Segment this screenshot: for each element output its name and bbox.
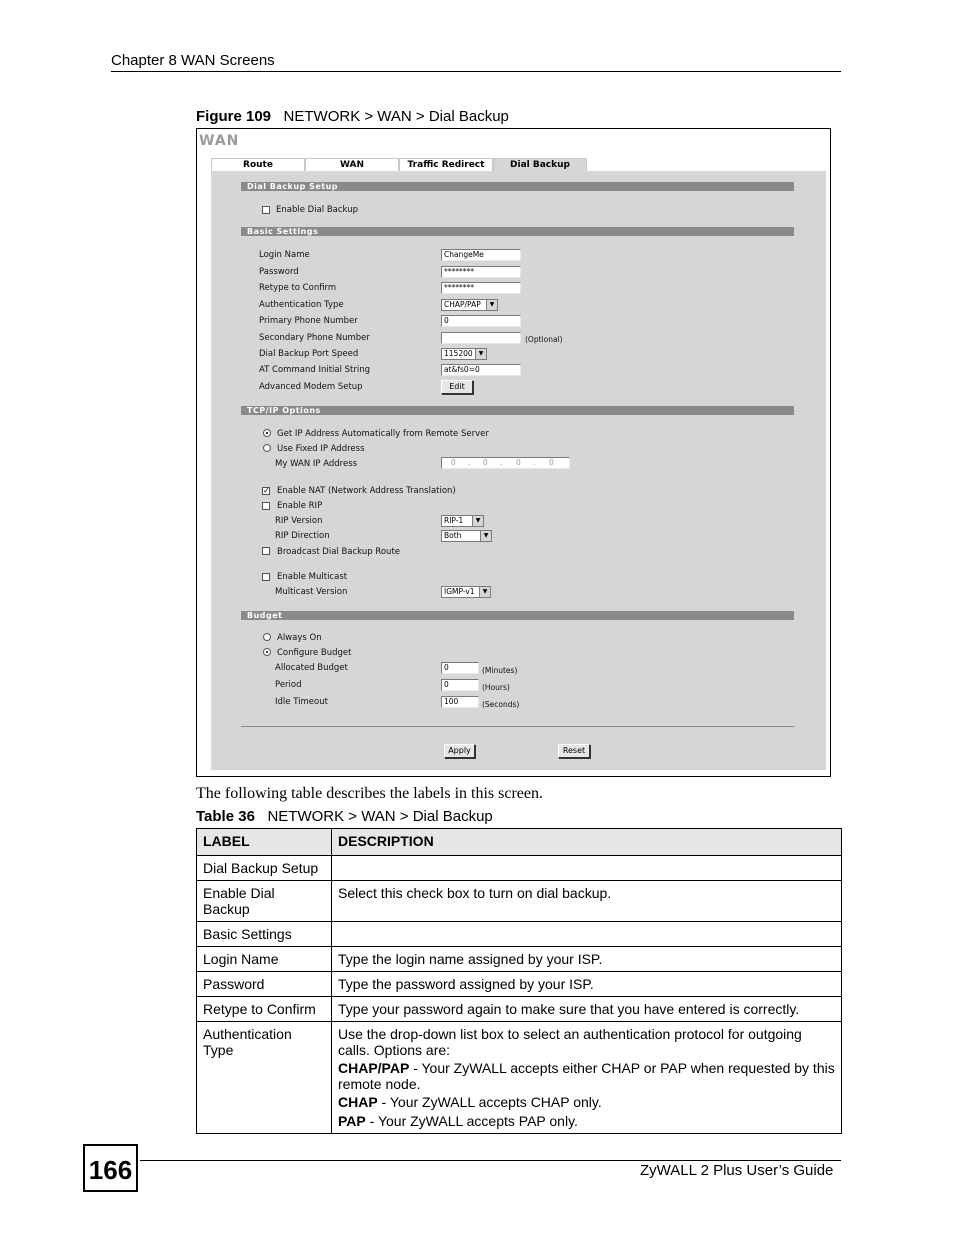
enable-rip-checkbox[interactable] [262,502,270,510]
primary-phone-input[interactable]: 0 [441,315,521,327]
header-rule [111,71,841,72]
enable-multicast-checkbox[interactable] [262,573,270,581]
reset-button[interactable]: Reset [558,744,590,758]
ip-dot: . [500,458,503,467]
use-fixed-ip-radio[interactable] [263,444,271,452]
section-tcpip-options: TCP/IP Options [241,406,794,415]
term-desc: - Your ZyWALL accepts CHAP only. [377,1094,602,1110]
ip-octet-4: 0 [549,458,554,467]
row-desc: Select this check box to turn on dial backup. [332,881,842,922]
period-label: Period [275,680,302,690]
seconds-unit: (Seconds) [482,700,520,709]
optional-note: (Optional) [525,335,563,344]
row-desc [332,856,842,881]
section-dial-backup-setup: Dial Backup Setup [241,182,794,191]
figure-label: Figure 109 [196,108,272,125]
my-wan-ip-label: My WAN IP Address [275,459,358,469]
primary-phone-label: Primary Phone Number [259,316,358,326]
table-caption [196,808,493,825]
term: PAP [338,1113,366,1129]
tab-route[interactable]: Route [211,158,305,171]
wan-ip-input[interactable] [441,457,570,469]
chevron-down-icon: ▼ [475,349,486,359]
row-label: Password [197,972,332,997]
enable-multicast-label: Enable Multicast [277,572,348,582]
table-row [197,997,842,1022]
chevron-down-icon: ▼ [472,516,483,526]
tab-dial-backup[interactable]: Dial Backup [493,158,587,171]
auth-desc: Use the drop-down list box to select an authentication protocol for outgoing calls. Options are: [338,1026,802,1058]
row-desc: Type the login name assigned by your ISP. [332,947,842,972]
table-row [197,856,842,881]
ip-dot: . [468,458,471,467]
rip-version-value: RIP-1 [444,516,464,525]
hours-unit: (Hours) [482,683,510,692]
login-name-input[interactable]: ChangeMe [441,249,521,261]
section-basic-settings: Basic Settings [241,227,794,236]
term: CHAP/PAP [338,1060,410,1076]
description-table [196,828,842,1134]
term-desc: - Your ZyWALL accepts either CHAP or PAP when requested by this remote node. [338,1060,835,1092]
rip-direction-select[interactable] [441,530,492,542]
row-label: Basic Settings [197,922,332,947]
tab-wan[interactable]: WAN [305,158,399,171]
period-input[interactable]: 0 [441,679,479,691]
password-label: Password [259,267,299,277]
chevron-down-icon: ▼ [479,587,490,597]
apply-button[interactable]: Apply [444,744,475,758]
row-desc [332,1022,842,1134]
row-label: Retype to Confirm [197,997,332,1022]
table-header-row [197,829,842,856]
multicast-version-label: Multicast Version [275,587,348,597]
screen-title: WAN [199,133,240,149]
use-fixed-ip-label: Use Fixed IP Address [277,444,365,454]
ip-dot: . [533,458,536,467]
panel-divider [241,726,794,727]
chevron-down-icon: ▼ [486,300,497,310]
enable-nat-checkbox[interactable]: ✓ [263,486,270,495]
retype-label: Retype to Confirm [259,283,337,293]
retype-input[interactable]: ******** [441,282,521,294]
idle-timeout-label: Idle Timeout [275,697,328,707]
row-label: Authentication Type [197,1022,332,1134]
tab-traffic-redirect[interactable]: Traffic Redirect [399,158,493,171]
row-desc: Type the password assigned by your ISP. [332,972,842,997]
guide-title: ZyWALL 2 Plus User’s Guide [640,1162,834,1179]
minutes-unit: (Minutes) [482,666,518,675]
allocated-budget-input[interactable]: 0 [441,662,479,674]
multicast-version-select[interactable] [441,586,491,598]
term-desc: - Your ZyWALL accepts PAP only. [365,1113,578,1129]
row-label: Dial Backup Setup [197,856,332,881]
header-description: DESCRIPTION [332,829,842,856]
get-ip-auto-label: Get IP Address Automatically from Remote Server [277,429,489,439]
header-label: LABEL [197,829,332,856]
row-desc: Type your password again to make sure that you have entered is correctly. [332,997,842,1022]
table-row [197,922,842,947]
auth-option-chap [338,1094,835,1110]
auth-type-value: CHAP/PAP [444,300,481,309]
section-budget: Budget [241,611,794,620]
rip-version-select[interactable] [441,515,484,527]
configure-budget-label: Configure Budget [277,648,352,658]
figure-caption [196,108,509,125]
chapter-header: Chapter 8 WAN Screens [111,52,275,69]
auth-type-select[interactable] [441,299,498,311]
table-row [197,1022,842,1134]
ip-octet-1: 0 [451,458,456,467]
secondary-phone-label: Secondary Phone Number [259,333,370,343]
broadcast-route-label: Broadcast Dial Backup Route [277,547,401,557]
row-label: Enable Dial Backup [197,881,332,922]
term: CHAP [338,1094,378,1110]
rip-direction-value: Both [444,531,462,540]
secondary-phone-input[interactable] [441,332,521,344]
modem-setup-label: Advanced Modem Setup [259,382,363,392]
idle-timeout-input[interactable]: 100 [441,696,479,708]
settings-panel [211,171,826,770]
table-row [197,881,842,922]
port-speed-select[interactable] [441,348,487,360]
always-on-radio[interactable] [263,633,271,641]
rip-version-label: RIP Version [275,516,323,526]
rip-direction-label: RIP Direction [275,531,330,541]
auth-type-label: Authentication Type [259,300,344,310]
enable-dial-backup-label: Enable Dial Backup [276,205,358,215]
auth-option-chap-pap [338,1060,835,1092]
table-title: NETWORK > WAN > Dial Backup [267,808,493,825]
chevron-down-icon: ▼ [480,531,491,541]
broadcast-route-checkbox[interactable] [262,547,270,555]
enable-dial-backup-checkbox[interactable] [262,206,270,214]
multicast-version-value: IGMP-v1 [444,587,475,596]
ip-octet-3: 0 [516,458,521,467]
at-command-input[interactable]: at&fs0=0 [441,364,521,376]
row-label: Login Name [197,947,332,972]
ip-octet-2: 0 [483,458,488,467]
auth-option-pap [338,1113,835,1129]
table-row [197,972,842,997]
footer-rule [140,1160,841,1161]
edit-button[interactable]: Edit [441,380,473,394]
enable-rip-label: Enable RIP [277,501,323,511]
row-desc [332,922,842,947]
port-speed-label: Dial Backup Port Speed [259,349,359,359]
configure-budget-radio[interactable] [263,648,271,656]
get-ip-auto-radio[interactable] [263,429,271,437]
intro-text: The following table describes the labels in this screen. [196,785,544,802]
enable-nat-label: Enable NAT (Network Address Translation) [277,486,456,496]
screenshot-frame [196,128,831,777]
page-number: 166 [83,1144,138,1192]
at-command-label: AT Command Initial String [259,365,371,375]
port-speed-value: 115200 [444,349,473,358]
figure-title: NETWORK > WAN > Dial Backup [283,108,509,125]
allocated-budget-label: Allocated Budget [275,663,348,673]
password-input[interactable]: ******** [441,266,521,278]
login-name-label: Login Name [259,250,310,260]
table-row [197,947,842,972]
table-label: Table 36 [196,808,255,825]
always-on-label: Always On [277,633,322,643]
